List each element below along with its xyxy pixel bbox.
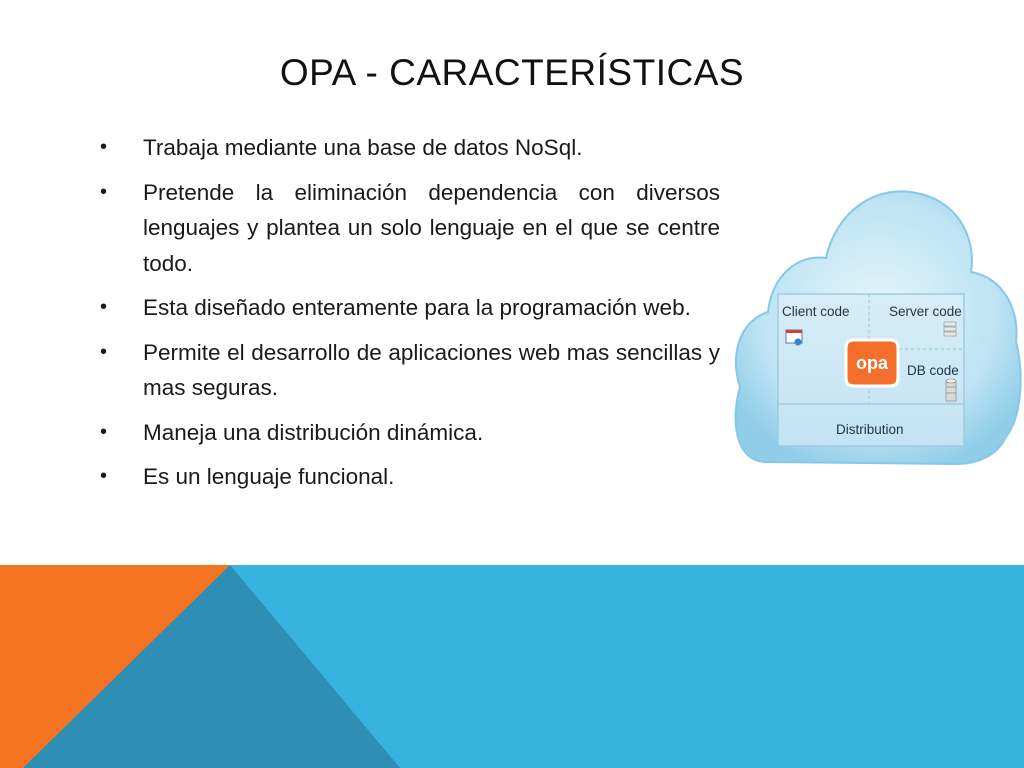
bullet-text: Permite el desarrollo de aplicaciones web mas sencillas y mas seguras.	[143, 339, 720, 400]
server-icon	[944, 322, 956, 336]
bullet-item	[96, 290, 720, 326]
opa-logo-text: opa	[855, 353, 889, 373]
opa-cloud-diagram	[726, 172, 1024, 472]
bullet-item	[96, 335, 720, 406]
bullet-list	[96, 130, 720, 504]
bullet-item	[96, 459, 720, 495]
bullet-dot: •	[100, 136, 108, 158]
bullet-item	[96, 130, 720, 166]
browser-icon	[786, 330, 802, 346]
bullet-text: Esta diseñado enteramente para la programación web.	[143, 295, 691, 320]
bullet-dot: •	[100, 420, 108, 443]
bullet-text: Trabaja mediante una base de datos NoSql.	[143, 135, 583, 160]
bullet-text: Pretende la eliminación dependencia con diversos lenguajes y plantea un solo lenguaje en el que se centre todo.	[143, 179, 720, 276]
db-code-label: DB code	[907, 363, 959, 378]
bullet-text: Es un lenguaje funcional.	[143, 464, 395, 489]
bullet-dot: •	[100, 340, 108, 363]
bullet-item	[96, 175, 720, 282]
server-code-label: Server code	[889, 304, 962, 319]
distribution-label: Distribution	[836, 422, 904, 437]
database-icon	[946, 379, 956, 401]
client-code-label: Client code	[782, 304, 850, 319]
opa-logo	[846, 340, 898, 386]
bullet-dot: •	[100, 296, 108, 318]
bullet-item	[96, 415, 720, 451]
bullet-text: Maneja una distribución dinámica.	[143, 419, 484, 445]
slide-title: OPA - CARACTERÍSTICAS	[279, 52, 745, 93]
decorative-footer	[0, 565, 1024, 768]
bullet-dot: •	[100, 180, 108, 203]
bullet-dot: •	[100, 465, 108, 487]
